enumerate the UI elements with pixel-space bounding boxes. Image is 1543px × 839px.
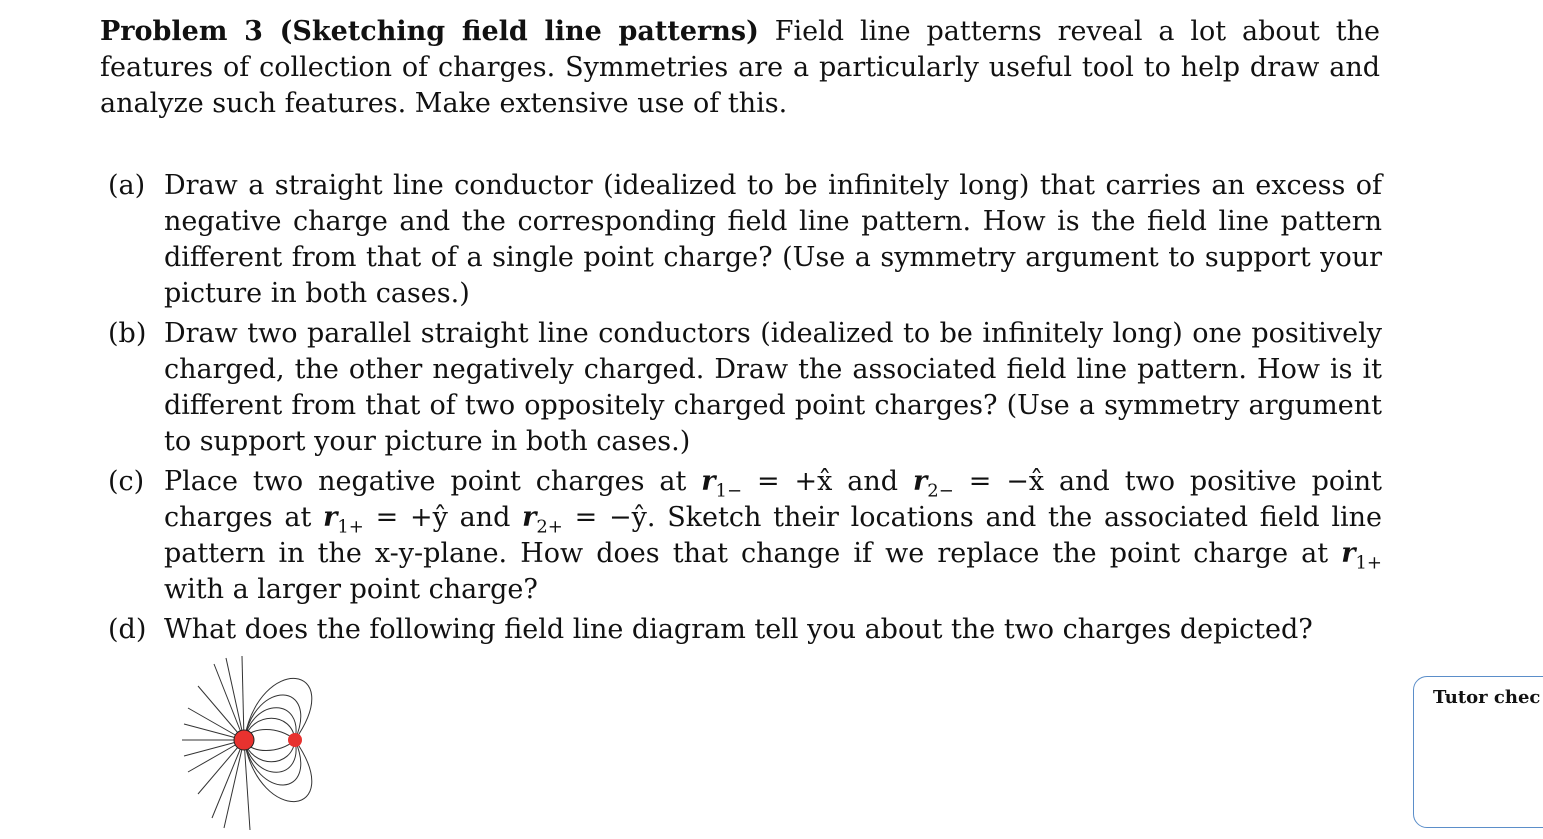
- field-line: [214, 664, 244, 740]
- part-a-label: (a): [108, 170, 146, 201]
- field-line: [226, 658, 244, 740]
- r-symbol: r: [701, 466, 716, 497]
- part-b: [100, 316, 1382, 460]
- part-c-eq-1: = +x̂ and: [742, 466, 914, 497]
- part-c-eq-2: = −x̂ and two positive point charges at: [164, 466, 1382, 533]
- part-d: [100, 612, 1382, 648]
- part-c-text-1: Place two negative point charges at: [164, 466, 687, 497]
- part-d-label: (d): [108, 614, 147, 645]
- field-line: [244, 695, 301, 740]
- subscript-1-plus: 1+: [337, 516, 364, 538]
- field-line-diagram: [180, 656, 340, 834]
- subscript-2-plus: 2+: [536, 516, 563, 538]
- problem-heading: Problem 3 (Sketching field line patterns): [100, 16, 759, 47]
- part-c: [100, 464, 1382, 608]
- field-line: [198, 686, 244, 740]
- small-charge: [288, 733, 302, 747]
- r-symbol: r: [323, 502, 338, 533]
- subscript-1-minus: 1−: [715, 480, 743, 502]
- r-symbol: r: [522, 502, 537, 533]
- part-d-text: What does the following field line diagram tell you about the two charges depicted?: [164, 614, 1313, 645]
- part-c-eq-4: = −ŷ. Sketch their locations and the associated field line pattern in the x-y-plane. How does that change if we replace the point charge at: [164, 502, 1383, 569]
- parts-list: [100, 168, 1382, 648]
- part-a: [100, 168, 1382, 312]
- r-symbol: r: [1341, 538, 1356, 569]
- field-line: [242, 656, 244, 740]
- part-b-label: (b): [108, 318, 147, 349]
- field-line: [244, 740, 301, 785]
- tutor-check-box[interactable]: [1413, 676, 1543, 828]
- problem-intro: [100, 14, 1380, 122]
- part-c-label: (c): [108, 466, 145, 497]
- subscript-2-minus: 2−: [927, 480, 954, 502]
- subscript-1-plus: 1+: [1355, 552, 1382, 574]
- field-line: [198, 740, 244, 794]
- part-c-text-end: with a larger point charge?: [164, 574, 538, 605]
- large-charge: [234, 730, 254, 750]
- r-symbol: r: [913, 466, 928, 497]
- field-line: [224, 740, 244, 828]
- tutor-check-label: Tutor chec: [1433, 687, 1541, 708]
- part-b-text: Draw two parallel straight line conductors (idealized to be infinitely long) one positively charged, the other negatively charged. Draw the associated field line pattern. How is it different from that of two oppositely charged point charges? (Use a symmetry argument to support your picture in both cases.): [164, 318, 1382, 457]
- field-line: [212, 740, 244, 818]
- part-c-eq-3: = +ŷ and: [363, 502, 523, 533]
- problem-intro-text: Field line patterns reveal a lot about the features of collection of charges. Symmetries are a particularly useful tool to help draw and analyze such features. Make extensive use of this.: [100, 16, 1380, 119]
- part-a-text: Draw a straight line conductor (idealized to be infinitely long) that carries an excess of negative charge and the corresponding field line pattern. How is the field line pattern different from that of a single point charge? (Use a symmetry argument to support your picture in both cases.): [164, 170, 1382, 309]
